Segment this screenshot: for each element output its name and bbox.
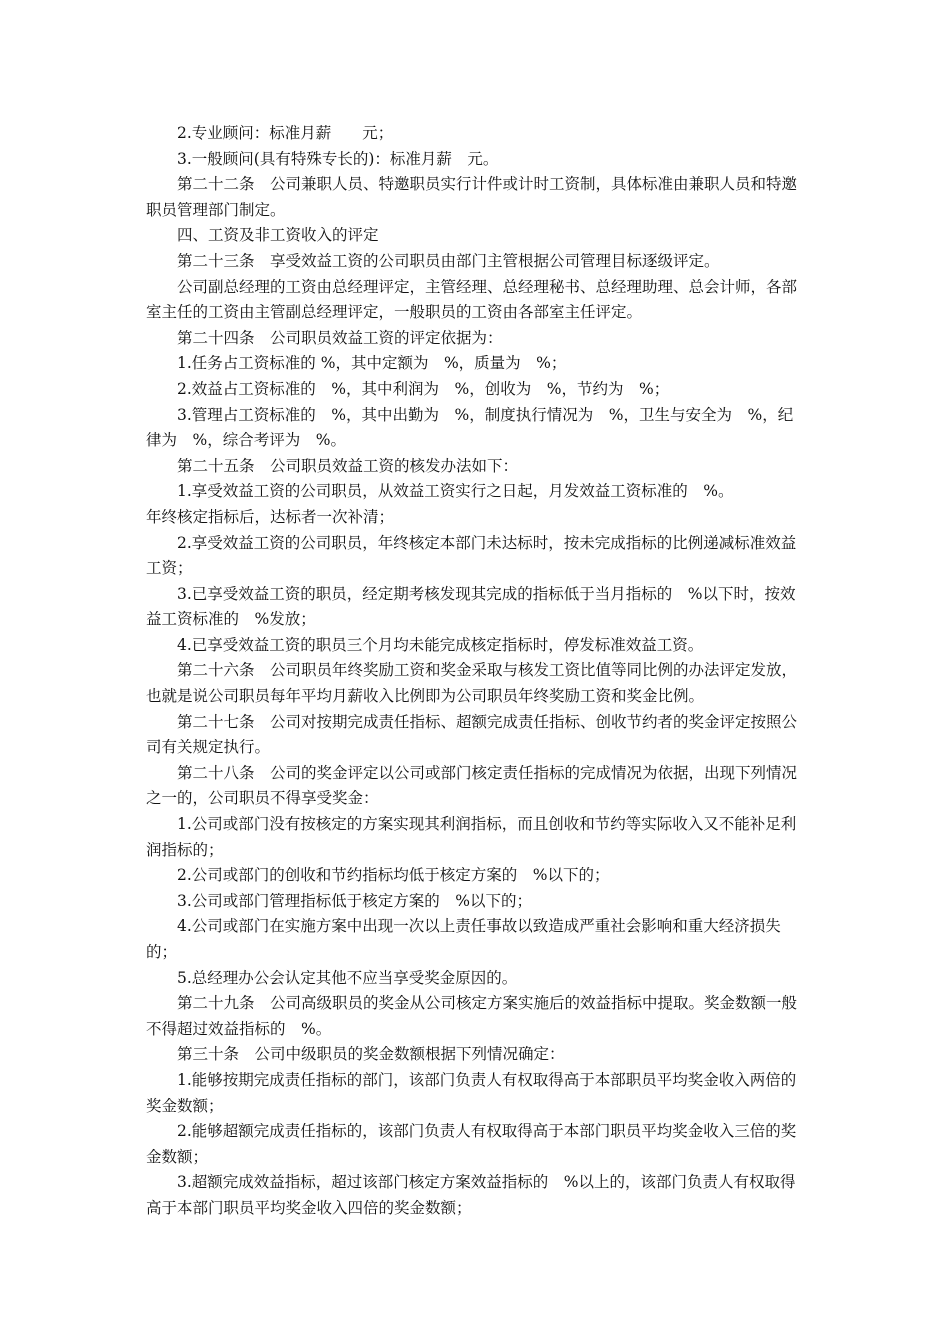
article-28: 第二十八条 公司的奖金评定以公司或部门核定责任指标的完成情况为依据，出现下列情况之一的，公司职员不得享受奖金： <box>146 763 798 808</box>
list-item: 2.享受效益工资的公司职员，年终核定本部门未达标时，按未完成指标的比例递减标准效益工资； <box>146 533 797 578</box>
article-23: 第二十三条 享受效益工资的公司职员由部门主管根据公司管理目标逐级评定。 <box>177 251 720 270</box>
list-item: 3.超额完成效益指标，超过该部门核定方案效益指标的 %以上的，该部门负责人有权取得高于本部门职员平均奖金收入四倍的奖金数额； <box>146 1173 796 1217</box>
paragraph: 公司副总经理的工资由总经理评定，主管经理、总经理秘书、总经理助理、总会计师，各部室主任的工资由主管副总经理评定，一般职员的工资由各部室主任评定。 <box>146 277 798 322</box>
list-item: 1.任务占工资标准的 %，其中定额为 %，质量为 %； <box>177 354 567 373</box>
list-item: 1.享受效益工资的公司职员，从效益工资实行之日起，月发效益工资标准的 %。 <box>177 482 734 501</box>
article-27: 第二十七条 公司对按期完成责任指标、超额完成责任指标、创收节约者的奖金评定按照公司有关规定执行。 <box>146 712 798 757</box>
article-22: 第二十二条 公司兼职人员、特邀职员实行计件或计时工资制，具体标准由兼职人员和特邀职员管理部门制定。 <box>146 175 798 219</box>
list-item: 3.公司或部门管理指标低于核定方案的 %以下的； <box>177 891 533 910</box>
paragraph: 2.专业顾问：标准月薪 元； <box>177 124 394 142</box>
article-29: 第二十九条 公司高级职员的奖金从公司核定方案实施后的效益指标中提取。奖金数额一般不得超过效益指标的 %。 <box>146 994 798 1038</box>
section-heading: 四、工资及非工资收入的评定 <box>177 226 379 245</box>
paragraph-continuation: 年终核定指标后，达标者一次补清； <box>146 507 395 526</box>
paragraph: 3.一般顾问(具有特殊专长的)：标准月薪 元。 <box>177 149 499 168</box>
article-25: 第二十五条 公司职员效益工资的核发办法如下： <box>177 456 519 475</box>
article-24: 第二十四条 公司职员效益工资的评定依据为： <box>177 328 503 347</box>
list-item: 1.公司或部门没有按核定的方案实现其利润指标，而且创收和节约等实际收入又不能补足利润指标的； <box>146 815 797 859</box>
document-body <box>146 121 806 1222</box>
article-26: 第二十六条 公司职员年终奖励工资和奖金采取与核发工资比值等同比例的办法评定发放，也就是说公司职员每年平均月薪收入比例即为公司职员年终奖励工资和奖金比例。 <box>146 661 798 706</box>
article-30: 第三十条 公司中级职员的奖金数额根据下列情况确定： <box>177 1045 565 1064</box>
list-item: 4.公司或部门在实施方案中出现一次以上责任事故以致造成严重社会影响和重大经济损失的； <box>146 917 781 961</box>
list-item: 3.已享受效益工资的职员，经定期考核发现其完成的指标低于当月指标的 %以下时，按效益工资标准的 %发放； <box>146 584 796 629</box>
list-item: 1.能够按期完成责任指标的部门，该部门负责人有权取得高于本部职员平均奖金收入两倍的奖金数额； <box>146 1070 797 1115</box>
list-item: 4.已享受效益工资的职员三个月均未能完成核定指标时，停发标准效益工资。 <box>177 635 704 654</box>
list-item: 3.管理占工资标准的 %，其中出勤为 %，制度执行情况为 %，卫生与安全为 %，纪律为 %，综合考评为 %。 <box>146 405 794 450</box>
list-item: 2.效益占工资标准的 %，其中利润为 %，创收为 %，节约为 %； <box>177 379 670 398</box>
list-item: 5.总经理办公会认定其他不应当享受奖金原因的。 <box>177 968 518 987</box>
list-item: 2.能够超额完成责任指标的，该部门负责人有权取得高于本部门职员平均奖金收入三倍的奖金数额； <box>146 1122 797 1166</box>
list-item: 2.公司或部门的创收和节约指标均低于核定方案的 %以下的； <box>177 866 610 885</box>
